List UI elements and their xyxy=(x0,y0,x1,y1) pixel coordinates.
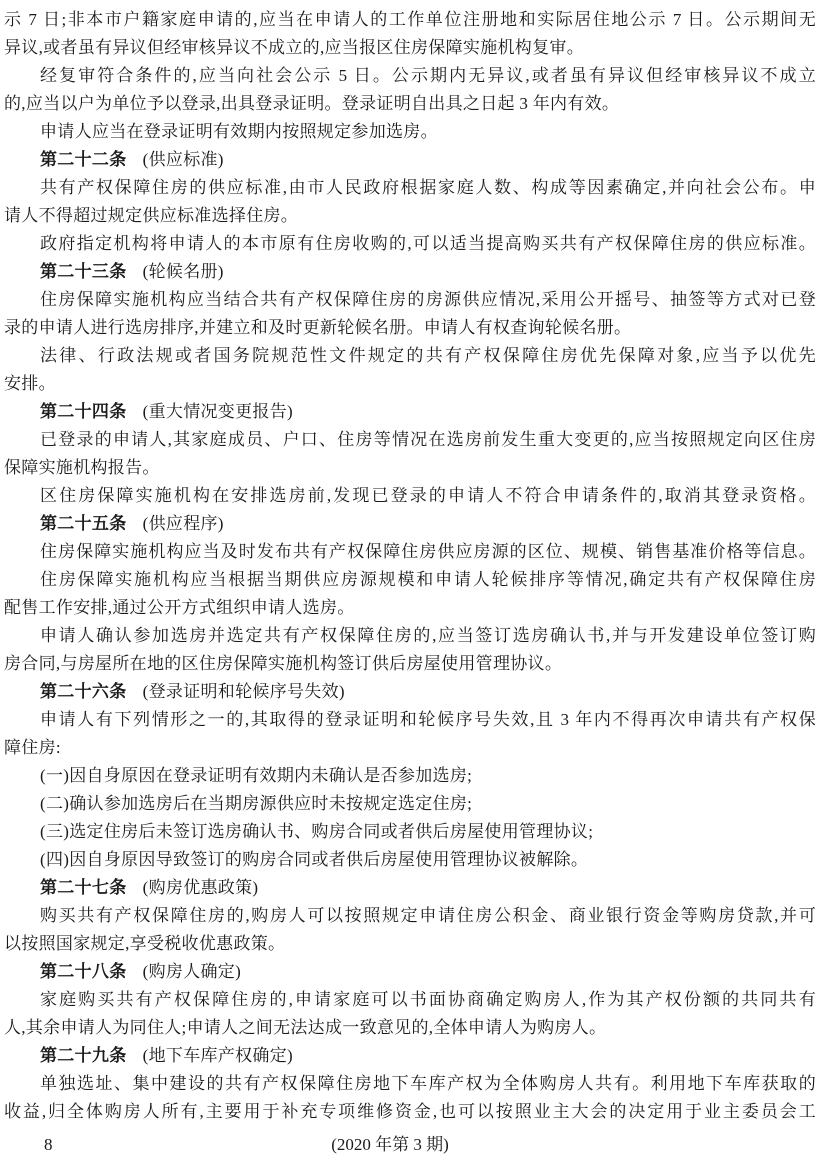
article-title: (供应程序) xyxy=(142,514,224,533)
article-number: 第二十八条 xyxy=(40,962,127,981)
text-line: 经复审符合条件的,应当向社会公示 5 日。公示期内无异议,或者虽有异议但经审核异议不成立 xyxy=(40,66,816,85)
article-title: (轮候名册) xyxy=(142,262,224,281)
document-body xyxy=(4,6,816,1126)
text-line: 区住房保障实施机构在安排选房前,发现已登录的申请人不符合申请条件的,取消其登录资格。 xyxy=(40,486,816,505)
text-line: 法律、行政法规或者国务院规范性文件规定的共有产权保障住房优先保障对象,应当予以优先 xyxy=(40,346,816,365)
text-line: 异议,或者虽有异议但经审核异议不成立的,应当报区住房保障实施机构复审。 xyxy=(4,38,584,57)
article-title: (供应标准) xyxy=(142,150,224,169)
article-heading xyxy=(4,398,816,426)
text-line: 住房保障实施机构应当根据当期供应房源规模和申请人轮候排序等情况,确定共有产权保障住房 xyxy=(40,570,816,589)
text-line: 购买共有产权保障住房的,购房人可以按照规定申请住房公积金、商业银行资金等购房贷款,并可 xyxy=(40,906,816,925)
text-line: (二)确认参加选房后在当期房源供应时未按规定选定住房; xyxy=(40,794,473,813)
article-number: 第二十三条 xyxy=(40,262,127,281)
article-title: (购房优惠政策) xyxy=(142,878,259,897)
text-line: 申请人确认参加选房并选定共有产权保障住房的,应当签订选房确认书,并与开发建设单位签订购 xyxy=(40,626,816,645)
text-line: 房合同,与房屋所在地的区住房保障实施机构签订供后房屋使用管理协议。 xyxy=(4,654,563,673)
article-title: (购房人确定) xyxy=(142,962,242,981)
article-heading xyxy=(4,258,816,286)
text-line: 以按照国家规定,享受税收优惠政策。 xyxy=(4,934,286,953)
text-line: (三)选定住房后未签订选房确认书、购房合同或者供后房屋使用管理协议; xyxy=(40,822,594,841)
text-line: 申请人应当在登录证明有效期内按照规定参加选房。 xyxy=(40,122,438,141)
issue-label: (2020 年第 3 期) xyxy=(331,1135,449,1154)
article-number: 第二十二条 xyxy=(40,150,127,169)
text-line: 已登录的申请人,其家庭成员、户口、住房等情况在选房前发生重大变更的,应当按照规定向区住房 xyxy=(40,430,816,449)
text-line: 单独选址、集中建设的共有产权保障住房地下车库产权为全体购房人共有。利用地下车库获取的 xyxy=(40,1074,816,1093)
page-footer xyxy=(8,1131,820,1159)
article-number: 第二十四条 xyxy=(40,402,127,421)
article-title: (登录证明和轮候序号失效) xyxy=(142,682,345,701)
text-line: 录的申请人进行选房排序,并建立和及时更新轮候名册。申请人有权查询轮候名册。 xyxy=(4,318,632,337)
article-title: (重大情况变更报告) xyxy=(142,402,293,421)
text-line: 请人不得超过规定供应标准选择住房。 xyxy=(4,206,299,225)
text-line: 共有产权保障住房的供应标准,由市人民政府根据家庭人数、构成等因素确定,并向社会公布。申 xyxy=(40,178,816,197)
text-line: 保障实施机构报告。 xyxy=(4,458,160,477)
article-number: 第二十九条 xyxy=(40,1046,127,1065)
text-line: 收益,归全体购房人所有,主要用于补充专项维修资金,也可以按照业主大会的决定用于业主委员会工 xyxy=(4,1102,816,1121)
article-heading xyxy=(4,510,816,538)
article-heading xyxy=(4,146,816,174)
page-number: 8 xyxy=(44,1135,53,1154)
text-line: (四)因自身原因导致签订的购房合同或者供后房屋使用管理协议被解除。 xyxy=(40,850,589,869)
article-heading xyxy=(4,1042,816,1070)
article-number: 第二十六条 xyxy=(40,682,127,701)
article-heading xyxy=(4,678,816,706)
text-line: 人,其余申请人为同住人;申请人之间无法达成一致意见的,全体申请人为购房人。 xyxy=(4,1018,607,1037)
text-line: 的,应当以户为单位予以登录,出具登录证明。登录证明自出具之日起 3 年内有效。 xyxy=(4,94,620,113)
article-heading xyxy=(4,874,816,902)
article-number: 第二十七条 xyxy=(40,878,127,897)
text-line: 家庭购买共有产权保障住房的,申请家庭可以书面协商确定购房人,作为其产权份额的共同共有 xyxy=(40,990,816,1009)
text-line: (一)因自身原因在登录证明有效期内未确认是否参加选房; xyxy=(40,766,473,785)
article-number: 第二十五条 xyxy=(40,514,127,533)
text-line: 住房保障实施机构应当结合共有产权保障住房的房源供应情况,采用公开摇号、抽签等方式对已登 xyxy=(40,290,816,309)
text-line: 配售工作安排,通过公开方式组织申请人选房。 xyxy=(4,598,355,617)
article-heading xyxy=(4,958,816,986)
text-line: 安排。 xyxy=(4,374,56,393)
article-title: (地下车库产权确定) xyxy=(142,1046,293,1065)
text-line: 障住房: xyxy=(4,738,61,757)
text-line: 政府指定机构将申请人的本市原有住房收购的,可以适当提高购买共有产权保障住房的供应标准。 xyxy=(40,234,816,253)
text-line: 住房保障实施机构应当及时发布共有产权保障住房供应房源的区位、规模、销售基准价格等信息。 xyxy=(40,542,816,561)
text-line: 示 7 日;非本市户籍家庭申请的,应当在申请人的工作单位注册地和实际居住地公示 7 日。公示期间无 xyxy=(4,10,816,29)
text-line: 申请人有下列情形之一的,其取得的登录证明和轮候序号失效,且 3 年内不得再次申请共有产权保 xyxy=(40,710,816,729)
